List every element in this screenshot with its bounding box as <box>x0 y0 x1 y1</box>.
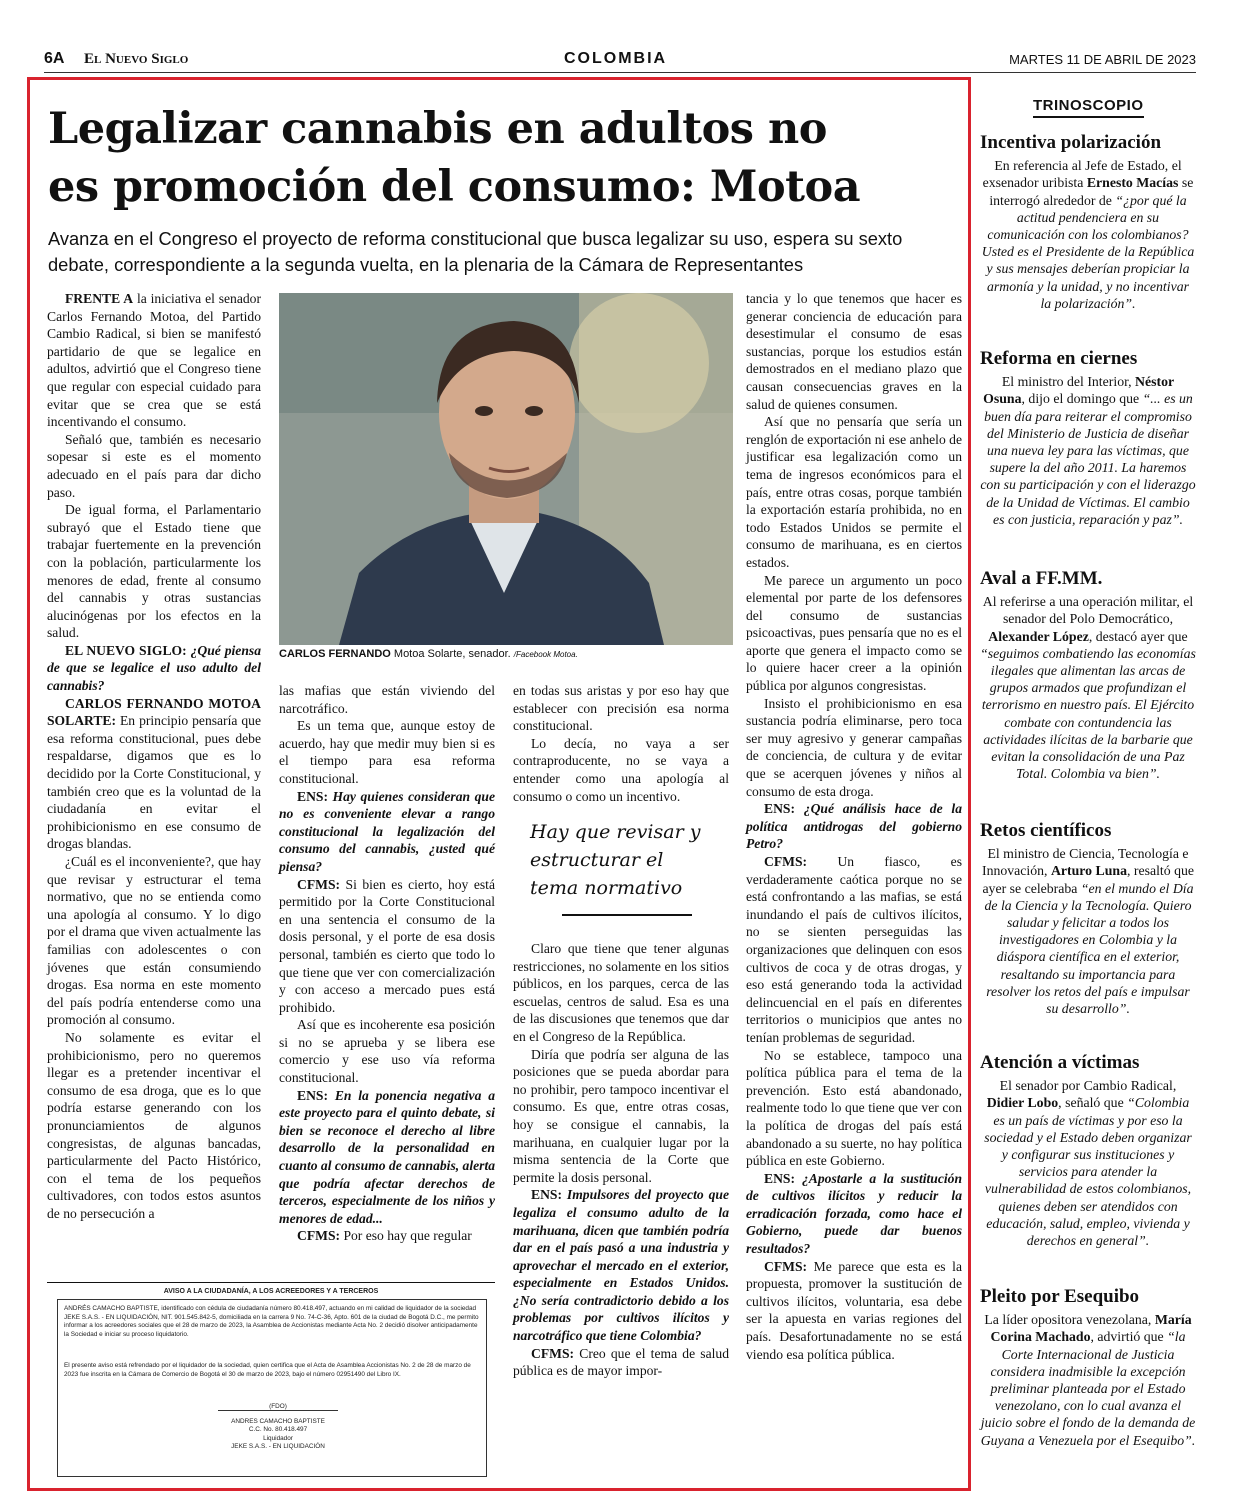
page-header <box>44 50 1196 72</box>
column-3-top: en todas sus aristas y por eso hay que establecer con precisión esa norma constitucional. Lo decía, no vaya a ser contraproducente, no se vaya a entender como una apología al consumo o como un incentivo. <box>513 683 729 804</box>
lead-in: FRENTE A <box>65 291 134 306</box>
column-1: FRENTE A la iniciativa el senador Carlos Fernando Motoa, del Partido Cambio Radical, si bien se manifestó partidario de que se legalice en adultos, advirtió que el Congreso tiene que regular con especial cuidado para evitar que se crea que se está incentivando el consumo. Señaló que, también es necesario sopesar si este es el momento adecuado en el país para dar dicho paso. De igual forma, el Parlamentario subrayó que el Estado tiene que trabajar fuertemente en la prevención con la población, particularmente los menores de edad, frente al consumo del cannabis y otras sustancias alucinógenas por los efectos en la salud. EL NUEVO SIGLO: ¿Qué piensa de que se legalice el uso adulto del cannabis? CARLOS FERNANDO MOTOA SOLARTE: En principio pensaría que esa reforma constitucional, pues debe respaldarse, digamos que es lo decidido por la Corte Constitucional, y también creo que es la voluntad de la ciudadanía en evitar el prohibicionismo en ese consumo de drogas blandas. ¿Cuál es el inconveniente?, que hay que revisar y estructurar el tema normativo, que no se entienda como una apología al consumo. Y lo digo por el drama que viven actualmente las familias con adolescentes o con jóvenes que están consumiendo drogas. Esa norma en este momento del país podría entenderse como una promoción al consumo. No solamente es evitar el prohibicionismo, pero no queremos llegar es a pretender incentivar el consumo de esa droga, que es lo que podría estarse generando con los pronunciamientos de algunos congresistas, de algunas bancadas, particularmente del Pacto Histórico, con el tema de los pequeños cultivadores, con todos estos asuntos de no persecución a <box>47 291 262 1221</box>
pull-quote: Hay que revisar y estructurar el tema normativo <box>530 821 701 899</box>
column-2: las mafias que están viviendo del narcotráfico. Es un tema que, aunque estoy de acuerdo, hay que medir muy bien si es el tiempo para esa reforma constitucional. ENS: Hay quienes consideran que no es conveniente elevar a rango constitucional la legalización del consumo del cannabis, ¿usted qué piensa? CFMS: Si bien es cierto, hoy está permitido por la Corte Constitucional en una sentencia el consumo de la dosis personal, y el porte de esa dosis personal, también es cierto que todo lo que tiene que ver con comercialización y con acceso a mercado pues está prohibido. Así que es incoherente esa posición si no se aprueba y se libera ese comercio y ese uso vía reforma constitucional. ENS: En la ponencia negativa a este proyecto para el quinto debate, si bien se reconoce el derecho al libre desarrollo de la personalidad en cuanto al consumo de cannabis, alerta que podría afectar derechos de terceros, especialmente de los niños y menores de edad... CFMS: Por eso hay que regular <box>279 683 496 1244</box>
legal-notice <box>47 1282 495 1479</box>
sidebar-item-heading: Retos científicos <box>980 820 1112 841</box>
photo-credit: /Facebook Motoa. <box>513 650 578 659</box>
senator-portrait <box>279 293 733 645</box>
article-title <box>48 100 958 216</box>
column-3-bottom: Claro que tiene que tener algunas restricciones, no solamente en los sitios públicos, en los parques, cerca de las escuelas, centros de salud. Esa es una de las discusiones que tenemos que dar en el Congreso de la República. Diría que podría ser alguna de las posiciones que se pueda abordar para no prohibir, pero tampoco incentivar el consumo. Es que, entre otras cosas, hoy se consigue el cannabis, la marihuana, en cualquier lugar por la misma sentencia de la Corte que permite la dosis personal. ENS: Impulsores del proyecto que legaliza el consumo adulto de la marihuana, dicen que también podría dar en el país pasó a una industria y aprovechar el mercado en el exterior, especialmente en Estados Unidos. ¿No sería contradictorio debido a los problemas por cultivos ilícitos y narcotráfico que tiene Colombia? CFMS: Creo que el tema de salud pública es de mayor impor- <box>513 941 730 1379</box>
pull-quote-rule <box>562 914 692 916</box>
notice-body-1: ANDRÉS CAMACHO BAPTISTE, identificado con cédula de ciudadanía número 80.418.497, actuando en mi calidad de liquidador de la sociedad JEKE S.A.S. - EN LIQUIDACIÓN, NIT. 901.545.842-5, domiciliada en la carrera 9 No. 74-C-36, Apto. 601 de la ciudad de Bogotá D.C., me permito informar a los acreedores sociales que el 28 de marzo de 2023, la Asamblea de Accionistas mediante Acta No. 2 decidió disolver anticipadamente la Sociedad e iniciar su proceso liquidatorio. <box>64 1305 479 1338</box>
notice-title: AVISO A LA CIUDADANÍA, A LOS ACREEDORES Y A TERCEROS <box>163 1288 379 1295</box>
page-number: 6A <box>44 50 65 67</box>
newspaper-name: El Nuevo Siglo <box>84 51 189 67</box>
photo-caption: CARLOS FERNANDO Motoa Solarte, senador. /Facebook Motoa. <box>279 648 578 660</box>
sidebar-item-heading: Incentiva polarización <box>980 132 1162 153</box>
sidebar-item-heading: Aval a FF.MM. <box>980 568 1103 589</box>
sidebar-item-5: Atención a víctimas El senador por Cambio Radical, Didier Lobo, señaló que “Colombia es un país de víctimas y por eso la sociedad y el Estado deben organizar y configurar sus instituciones y servicios para atender la vulnerabilidad de estos colombianos, quienes deben ser atendidos con educación, salud, empleo, vivienda y derechos en general”. <box>980 1054 1196 1249</box>
sidebar-item-heading: Reforma en ciernes <box>980 348 1138 369</box>
title-line-1: Legalizar cannabis en adultos no <box>48 104 827 154</box>
title-line-2: es promoción del consumo: Motoa <box>48 162 861 212</box>
sidebar-item-4: Retos científicos El ministro de Ciencia, Tecnología e Innovación, Arturo Luna, resaltó que ayer se celebraba “en el mundo el Día de la Ciencia y la Tecnología. Quiero saludar y felicitar a todos los investigadores en Colombia y la diáspora científica en el exterior, resaltando su importancia para resolver los retos del país e impulsar su desarrollo”. <box>980 820 1195 1017</box>
section-name: COLOMBIA <box>564 50 668 67</box>
sidebar-item-2: Reforma en ciernes El ministro del Interior, Néstor Osuna, dijo el domingo que “... es un buen día para reiterar el compromiso del Ministerio de Justicia de diseñar una nueva ley para las víctimas, que supere la del año 2011. La haremos con su participación y con el liderazgo de la Unidad de Víctimas. El cambio es con justicia, reparación y paz”. <box>980 348 1196 527</box>
header-rule <box>44 72 1196 73</box>
sidebar-item-6: Pleito por Esequibo La líder opositora venezolana, María Corina Machado, advirtió que “la Corte Internacional de Justicia considera inadmisible la excepción preliminar planteada por el Estado venezolano, con lo cual avanza el juicio sobre el fondo de la demanda de Guyana a Venezuela por el Esequibo”. <box>980 1286 1196 1448</box>
article-photo <box>279 293 733 645</box>
sidebar-item-heading: Atención a víctimas <box>980 1052 1140 1073</box>
sidebar-title: TRINOSCOPIO <box>1033 97 1144 118</box>
notice-body-2: El presente aviso está refrendado por el liquidador de la sociedad, quien certifica que el Acta de Asamblea Accionistas No. 2 de 28 de marzo de 2023 fue inscrita en la Cámara de Comercio de Bogotá el 30 de marzo de 2023, bajo el número 02951490 del Libro IX. <box>64 1362 471 1378</box>
sidebar-item-1: Incentiva polarización En referencia al Jefe de Estado, el exsenador uribista Ernesto Macías se interrogó alrededor de “¿por qué la actitud pendenciera en su comunicación con los colombianos? Usted es el Presidente de la República y sus mensajes deberían propiciar la armonía y la unidad, y no incentivar la polarización”. <box>980 132 1195 311</box>
notice-signature: (FDO) ANDRES CAMACHO BAPTISTE C.C. No. 80.418.497 Liquidador JEKE S.A.S. - EN LIQUIDACIÓN <box>231 1403 325 1451</box>
sidebar-item-3: Aval a FF.MM. Al referirse a una operación militar, el senador del Polo Democrático, Alexander López, destacó ayer que “seguimos combatiendo las economías ilegales que alimentan las arcas de grupos armados que profundizan el terrorismo en nuestro país. El Ejército combate con contundencia las actividades ilícitas de la barbarie que evitan la consolidación de una Paz Total. Colombia va bien”. <box>980 568 1196 782</box>
sidebar-item-heading: Pleito por Esequibo <box>980 1286 1140 1307</box>
column-4: tancia y lo que tenemos que hacer es generar conciencia de educación para desestimular el consumo de esas sustancias, porque los estudios están demostrados en el mediano plazo que causan consecuencias graves en la salud de quienes consumen. Así que no pensaría que sería un renglón de exportación ni ese anhelo de justificar esa legalización como un tema de ingresos económicos para el país, entre otras cosas, porque también la exportación estaría prohibida, no en todo Estados Unidos se permite el consumo de marihuana, es en ciertos estados. Me parece un argumento un poco elemental por parte de los defensores del consumo de sustancias psicoactivas, pues pensaría que no es el aporte que genera el impacto como se lo quiere hacer creer a la opinión pública por algunos congresistas. Insisto el prohibicionismo en esa sustancia podría eliminarse, pero toca ser muy agresivo y generar campañas de conciencia, de cultura y de evitar que se acerquen jóvenes y niños al consumo de esta droga. ENS: ¿Qué análisis hace de la política antidrogas del gobierno Petro? CFMS: Un fiasco, es verdaderamente caótica porque no se está confrontando a las mafias, se está inundando el país de cultivos ilícitos, no se sienten perseguidas las organizaciones que delinquen con esos cultivos de coca y de otras drogas, y eso está generando toda la actividad delincuencial en el país en diferentes territorios o municipios que antes no tenían problemas de seguridad. No se establece, tampoco una política pública para el tema de la prevención. Esto está abandonado, realmente todo lo que tiene que ver con la política de drogas del país está abandonado a su suerte, no hay política pública en este Gobierno. ENS: ¿Apostarle a la sustitución de cultivos ilícitos y reducir la erradicación forzada, como hace el Gobierno, puede dar buenos resultados? CFMS: Me parece que esta es la propuesta, promover la sustitución de cultivos ilícitos, voluntaria, esa debe ser la apuesta en varias regiones del país. Desafortunadamente no se está viendo esa política pública. <box>746 291 963 1362</box>
article-subtitle: Avanza en el Congreso el proyecto de reforma constitucional que busca legalizar su uso, espera su sexto debate, correspondiente a la segunda vuelta, en la plenaria de la Cámara de Representantes <box>48 228 903 275</box>
issue-date: MARTES 11 DE ABRIL DE 2023 <box>1009 52 1196 67</box>
